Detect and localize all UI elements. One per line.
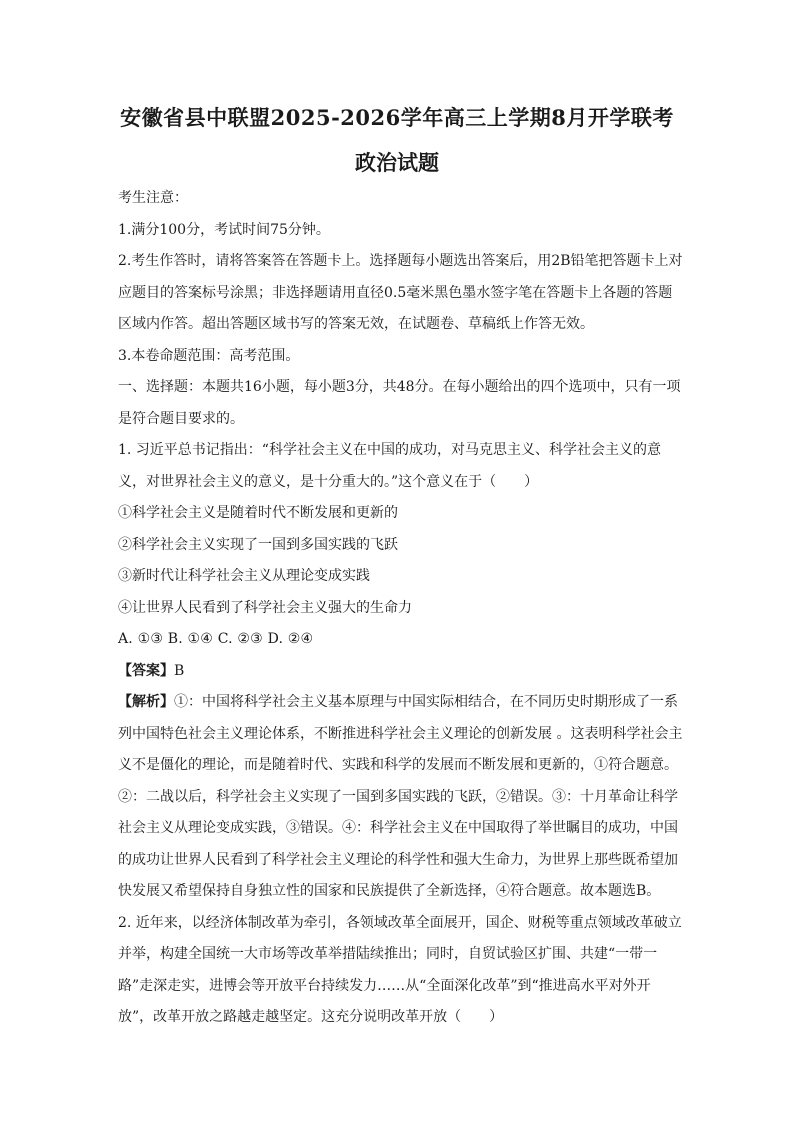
section-heading: 一、选择题：本题共16小题，每小题3分，共48分。在每小题给出的四个选项中，只有一项是符合题目要求的。 <box>118 379 681 427</box>
question-1-choices: A. ①③ B. ①④ C. ②③ D. ②④ <box>118 631 314 647</box>
question-1-statement-2: ②科学社会主义实现了一国到多国实践的飞跃 <box>118 536 398 553</box>
question-1-statement-4: ④让世界人民看到了科学社会主义强大的生命力 <box>118 599 412 616</box>
notice-item-3: 3.本卷命题范围：高考范围。 <box>118 347 300 364</box>
question-1-analysis <box>118 687 683 908</box>
notice-item-1: 1.满分100分，考试时间75分钟。 <box>118 221 330 238</box>
document-title: 安徽省县中联盟2025-2026学年高三上学期8月开学联考 <box>120 105 674 130</box>
notice-heading: 考生注意： <box>118 190 188 206</box>
question-2-stem: 2. 近年来，以经济体制改革为牵引，各领域改革全面展开，国企、财税等重点领域改革破立并举，构建全国统一大市场等改革举措陆续推出；同时，自贸试验区扩围、共建“一带一路”走深走实，进博会等开放平台持续发力……从“全面深化改革”到“推进高水平对外开放”，改革开放之路越走越坚定。这充分说明改革开放（ ） <box>118 914 682 1025</box>
document-body <box>118 183 683 1034</box>
answer-label: 【答案】 <box>118 662 174 679</box>
answer-value: B <box>174 662 185 679</box>
document-subtitle: 政治试题 <box>355 150 439 175</box>
notice-item-2: 2.考生作答时，请将答案答在答题卡上。选择题每小题选出答案后，用2B铅笔把答题卡上对应题目的答案标号涂黑；非选择题请用直径0.5毫米黑色墨水签字笔在答题卡上各题的答题区域内作答。超出答题区域书写的答案无效，在试题卷、草稿纸上作答无效。 <box>118 253 683 332</box>
analysis-label: 【解析】 <box>118 694 174 710</box>
question-1-answer <box>118 656 683 688</box>
question-1-statement-1: ①科学社会主义是随着时代不断发展和更新的 <box>118 505 398 521</box>
question-1-statement-3: ③新时代让科学社会主义从理论变成实践 <box>118 568 370 584</box>
analysis-text: ①：中国将科学社会主义基本原理与中国实际相结合，在不同历史时期形成了一系列中国特色社会主义理论体系，不断推进科学社会主义理论的创新发展 。这表明科学社会主义不是僵化的理论，而是随着时代、实践和科学的发展而不断发展和更新的，①符合题意。②：二战以后，科学社会主义实现了一国到多国实践的飞跃，②错误。③：十月革命让科学社会主义从理论变成实践，③错误。④：科学社会主义在中国取得了举世瞩目的成功，中国的成功让世界人民看到了科学社会主义理论的科学性和强大生命力，为世界上那些既希望加快发展又希望保持自身独立性的国家和民族提供了全新选择，④符合题意。故本题选B。 <box>118 694 683 899</box>
question-1-stem: 1. 习近平总书记指出：“科学社会主义在中国的成功，对马克思主义、科学社会主义的意义，对世界社会主义的意义，是十分重大的。”这个意义在于（ ） <box>118 442 661 490</box>
